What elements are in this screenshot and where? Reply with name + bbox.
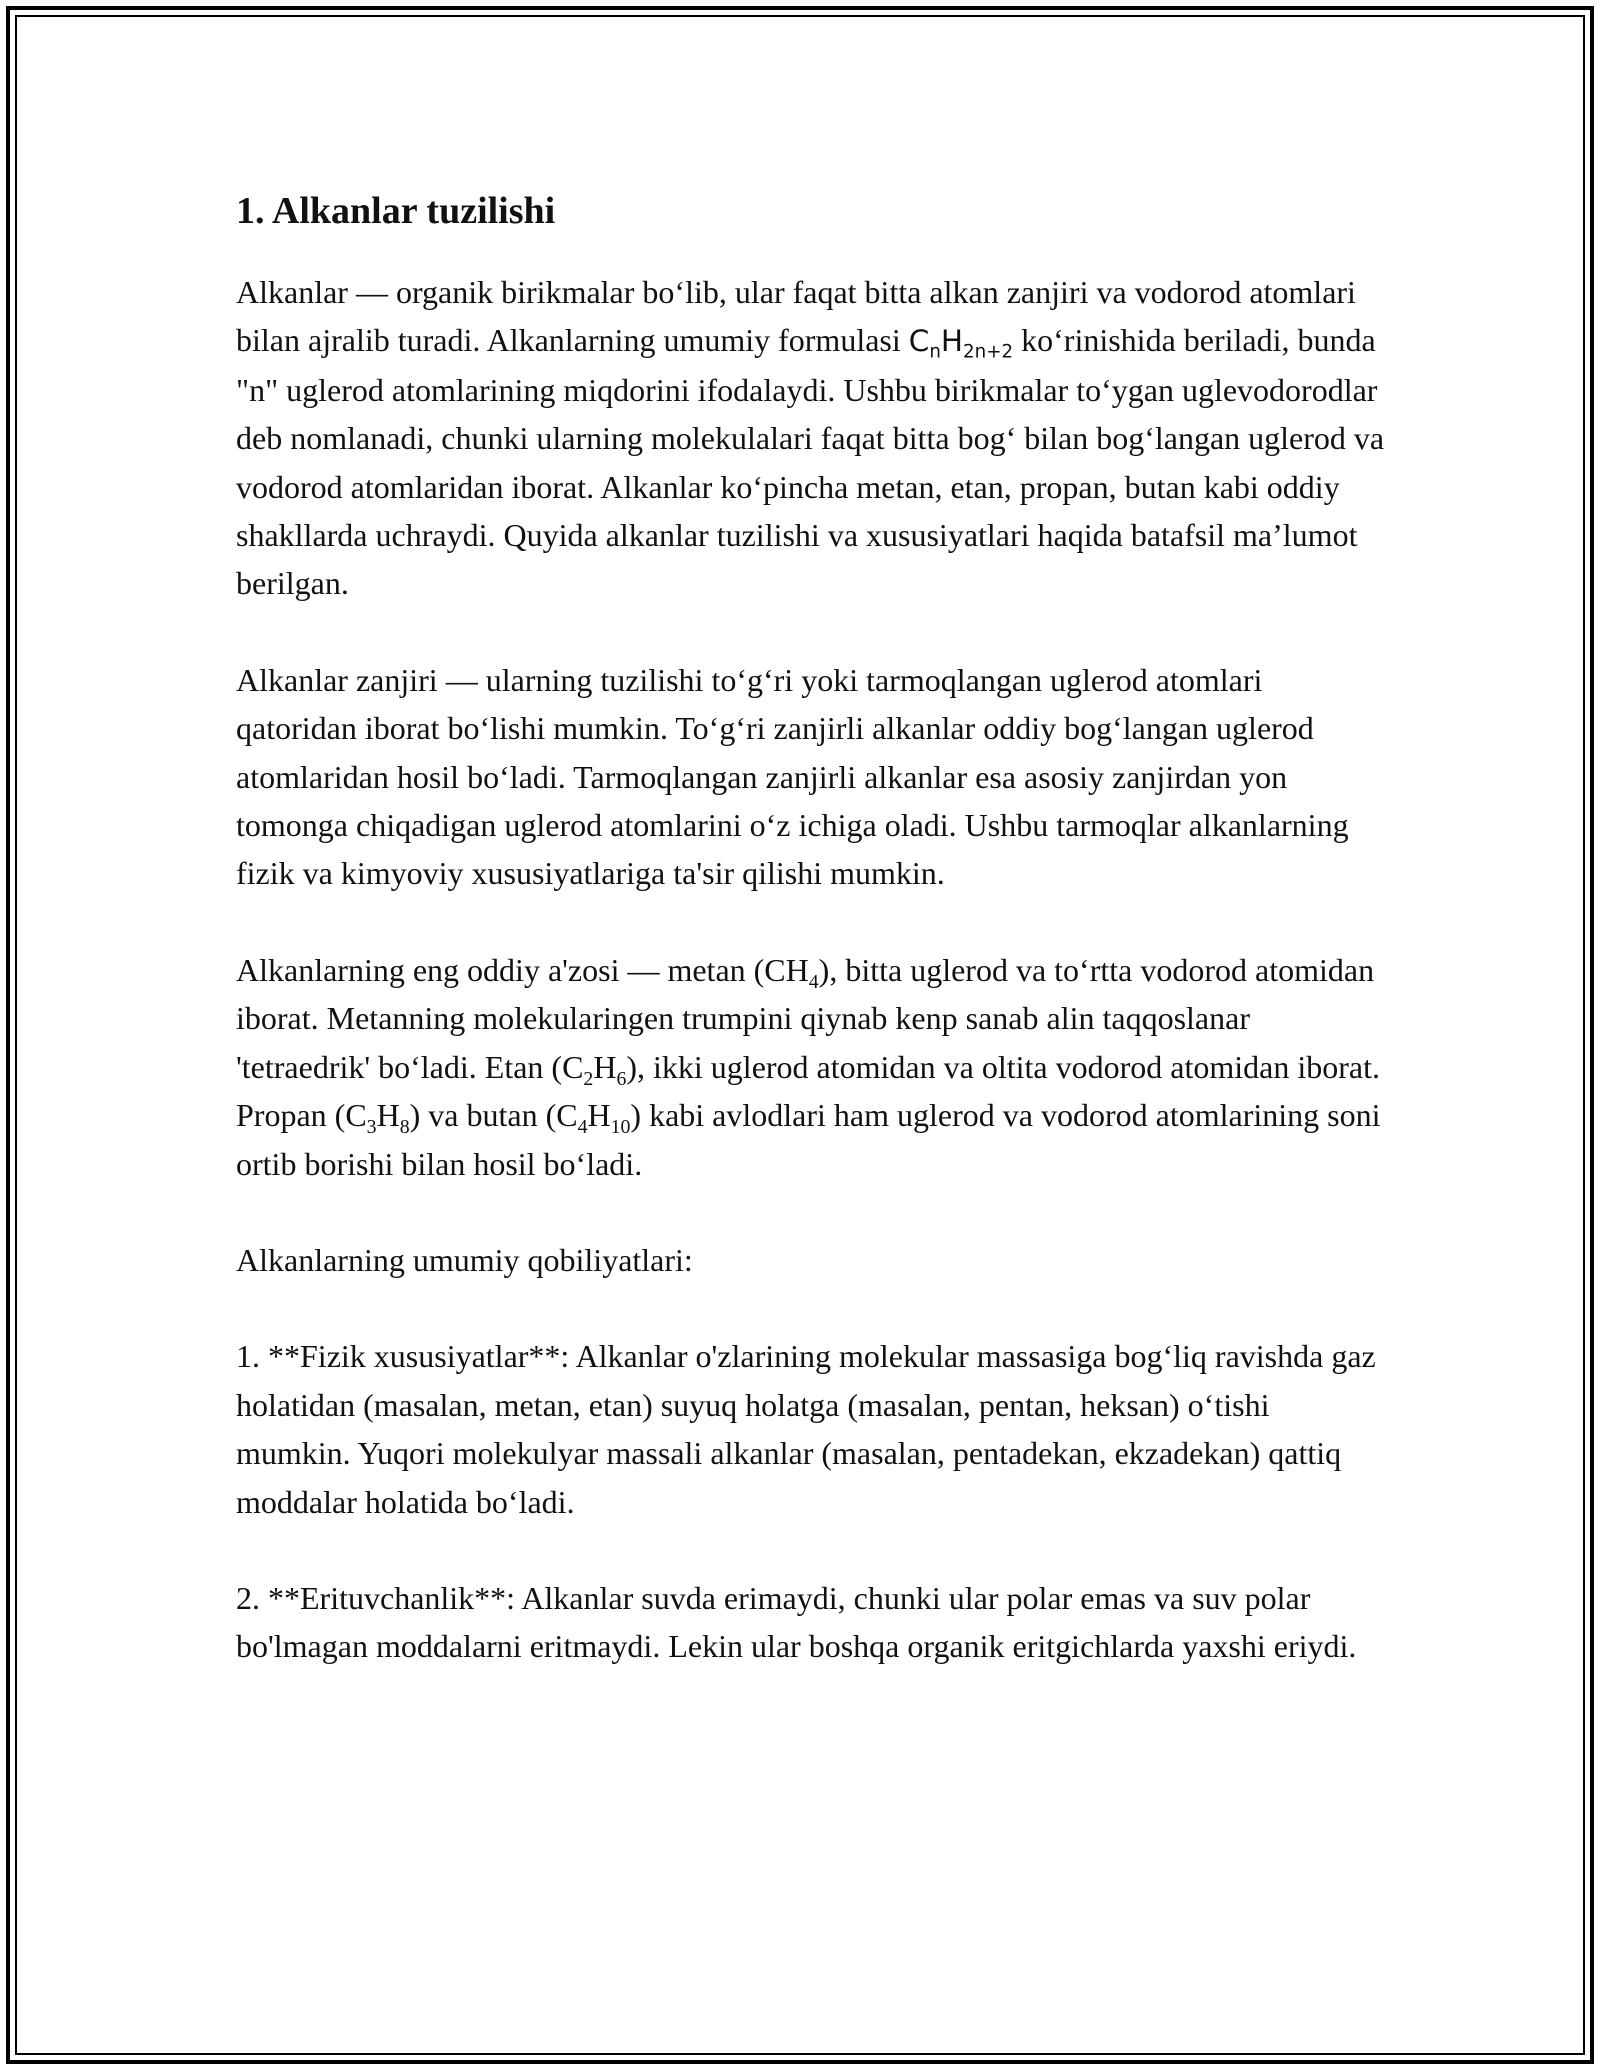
general-formula (908, 324, 1014, 363)
members-text-e: H (376, 1097, 400, 1134)
list-item-physical: 1. **Fizik xususiyatlar**: Alkanlar o'zlarining molekular massasiga bog‘liq ravishda gaz holatidan (masalan, metan, etan) suyuq holatga (masalan, pentan, heksan) o‘tishi mumkin. Yuqori molekulyar massali alkanlar (masalan, pentadekan, ekzadekan) qattiq moddalar holatida bo‘ladi. (236, 1338, 1376, 1520)
formula-h: H (940, 324, 964, 359)
members-text-h: ) kabi avlodlari ham uglerod va vodorod atomlarining soni ortib borishi bilan hosil bo‘ladi. (236, 1097, 1381, 1182)
list-item-solubility: 2. **Erituvchanlik**: Alkanlar suvda erimaydi, chunki ular polar emas va suv polar bo'lmagan moddalarni eritmaydi. Lekin ular boshqa organik eritgichlarda yaxshi eriydi. (236, 1579, 1357, 1665)
paragraph-properties-intro: Alkanlarning umumiy qobiliyatlari: (236, 1241, 693, 1278)
paragraph-intro-text-b: ko‘rinishida beriladi, bunda "n" uglerod atomlarining miqdorini ifodalaydi. Ushbu birikmalar to‘ygan uglevodorodlar deb nomlanadi, chunki ularning molekulalari faqat bitta bog‘ bilan bog‘langan uglerod va vodorod atomlaridan iborat. Alkanlar ko‘pincha metan, etan, propan, butan kabi oddiy shakllarda uchraydi. Quyida alkanlar tuzilishi va xususiyatlari haqida batafsil ma’lumot berilgan. (236, 322, 1385, 602)
formula-c: C (908, 324, 930, 359)
members-sub-g: 10 (610, 1116, 631, 1139)
members-sub-c: 6 (616, 1067, 627, 1090)
document-body (236, 184, 1386, 1719)
members-text-g: H (587, 1097, 611, 1134)
paragraph-intro (236, 268, 1386, 608)
members-text-a: Alkanlarning eng oddiy a'zosi — metan (CH (236, 951, 809, 988)
formula-h-subscript: 2n+2 (963, 341, 1014, 363)
members-text-d: ), ikki uglerod atomidan va oltita vodorod atomidan iborat. Propan (C (236, 1048, 1380, 1134)
members-text-b: ), bitta uglerod va to‘rtta vodorod atomidan iborat. Metanning molekularingen trumpini qiynab kenp sanab alin taqqoslanar 'tetraedrik' bo‘ladi. Etan (C (236, 951, 1375, 1085)
formula-c-subscript: n (929, 341, 941, 363)
section-heading: 1. Alkanlar tuzilishi (236, 190, 556, 232)
members-sub-b: 2 (583, 1067, 594, 1090)
members-text-f: ) va butan (C (409, 1097, 578, 1134)
paragraph-chain: Alkanlar zanjiri — ularning tuzilishi to‘g‘ri yoki tarmoqlangan uglerod atomlari qatoridan iborat bo‘lishi mumkin. To‘g‘ri zanjirli alkanlar oddiy bog‘langan uglerod atomlaridan hosil bo‘ladi. Tarmoqlangan zanjirli alkanlar esa asosiy zanjirdan yon tomonga chiqadigan uglerod atomlarini o‘z ichiga oladi. Ushbu tarmoqlar alkanlarning fizik va kimyoviy xususiyatlariga ta'sir qilishi mumkin. (236, 661, 1349, 892)
members-sub-a: 4 (808, 970, 819, 993)
members-sub-d: 3 (366, 1116, 377, 1139)
members-sub-f: 4 (577, 1116, 588, 1139)
paragraph-intro-text-a: Alkanlar — organik birikmalar bo‘lib, ular faqat bitta alkan zanjiri va vodorod atomlari bilan ajralib turadi. Alkanlarning umumiy formulasi (236, 274, 1356, 359)
members-text-c: H (593, 1048, 617, 1085)
members-sub-e: 8 (399, 1116, 410, 1139)
paragraph-members (236, 946, 1386, 1188)
